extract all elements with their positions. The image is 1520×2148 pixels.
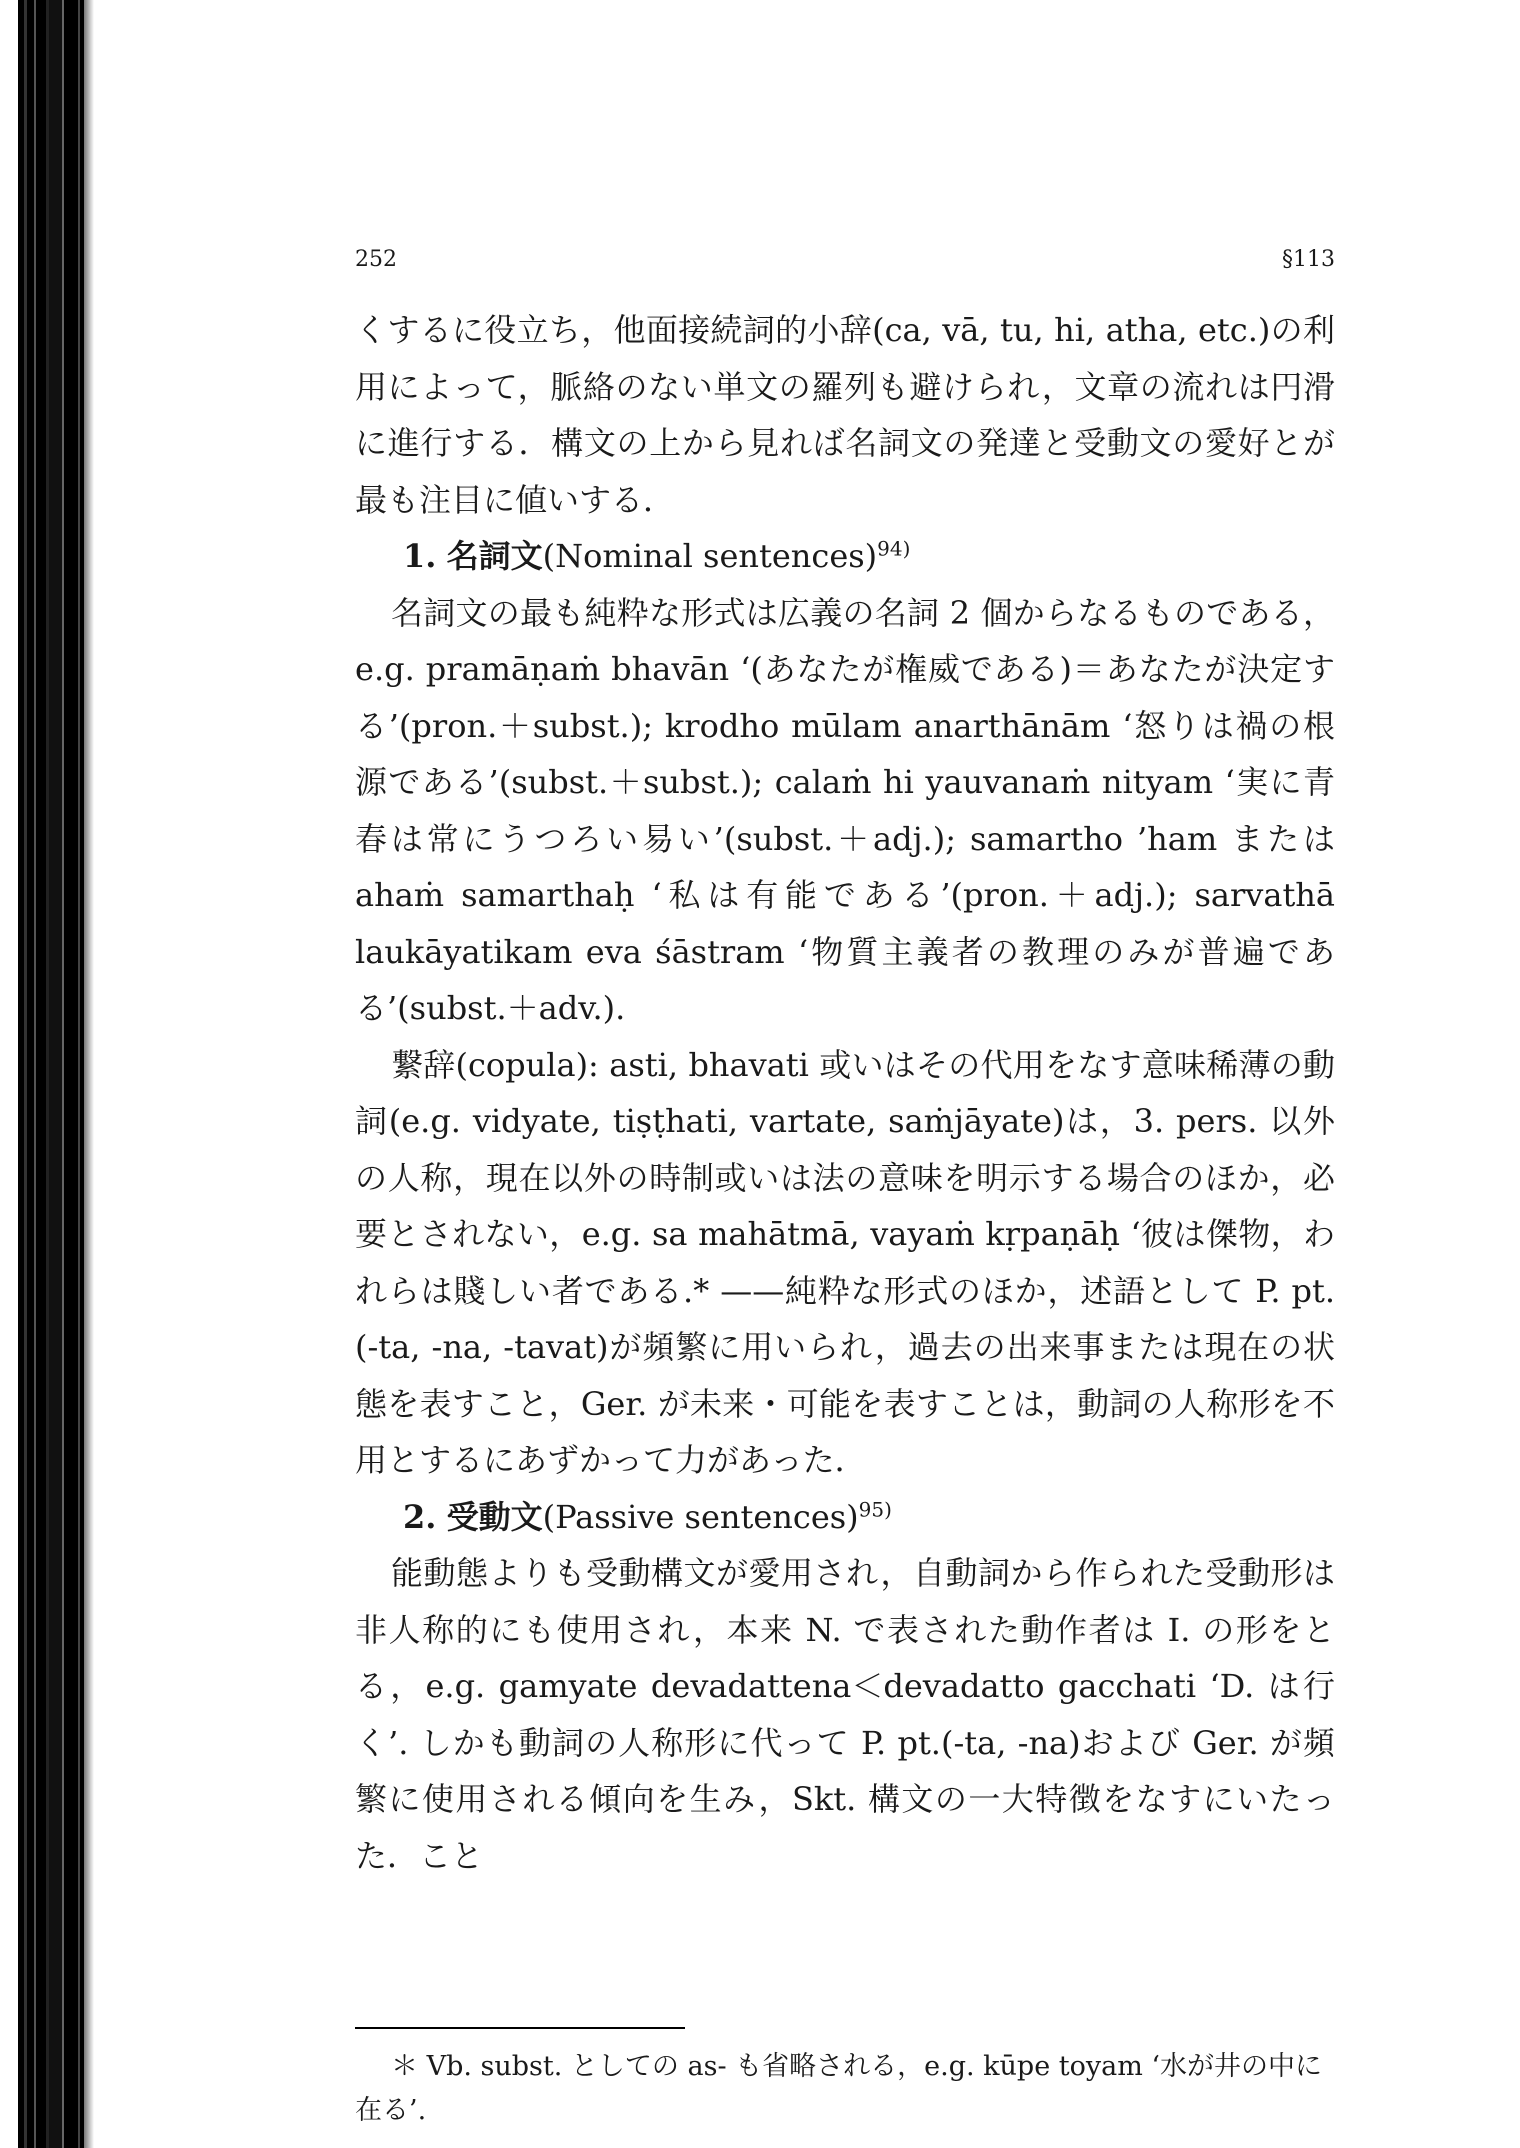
footnote-line: ＊ Vb. subst. としての as- も省略される，e.g. kūpe toyam ‘水が井の中に (391, 2051, 1322, 2082)
body-text (355, 302, 1335, 1884)
footnote-line: 在る’. (355, 2095, 427, 2126)
footnote-divider (355, 2027, 685, 2029)
heading-title-en: (Nominal sentences) (542, 537, 878, 575)
page-number: 252 (355, 247, 397, 272)
heading-number: 2. (403, 1497, 437, 1536)
paragraph-passive: 能動態よりも受動構文が愛用され，自動詞から作られた受動形は非人称的にも使用され，本来 N. で表された動作者は I. の形をとる，e.g. gamyate devadattena＜devadatto gacchati ‘D. は行く’. しかも動詞の人称形に代って P. pt.(-ta, -na)および Ger. が頻繁に使用される傾向を生み，Skt. 構文の一大特徴をなすにいたった．こと (355, 1554, 1335, 1875)
section-number: §113 (1282, 247, 1335, 272)
heading-title-jp: 受動文 (446, 1497, 543, 1536)
heading-title-jp: 名詞文 (446, 537, 543, 575)
page-header (355, 247, 1335, 277)
heading-passive-sentences (355, 1489, 1335, 1546)
heading-nominal-sentences (355, 528, 1335, 585)
footnote-ref: 95) (858, 1496, 892, 1521)
heading-title-en: (Passive sentences) (542, 1497, 859, 1536)
paragraph-nominal: 名詞文の最も純粋な形式は広義の名詞 2 個からなるものである，e.g. pramāṇaṁ bhavān ‘(あなたが権威である)＝あなたが決定する’(pron.＋subst.); krodho mūlam anarthānām ‘怒りは禍の根源である’(subst.＋subst.); calaṁ hi yauvanaṁ nityam ‘実に青春は常にうつろい易い’(subst.＋adj.); samartho ’ham または ahaṁ samarthaḥ ‘私は有能である’(pron.＋adj.); sarvathā laukāyatikam eva śāstram ‘物質主義者の教理のみが普遍である’(subst.＋adv.). (355, 593, 1335, 1027)
book-binding-edge (18, 0, 90, 2148)
footnote (355, 2045, 1335, 2133)
footnote-ref: 94) (877, 536, 911, 561)
paragraph-copula: 繋辞(copula): asti, bhavati 或いはその代用をなす意味稀薄の動詞(e.g. vidyate, tiṣṭhati, vartate, saṁjāyate)は，3. pers. 以外の人称，現在以外の時制或いは法の意味を明示する場合のほか，必要とされない，e.g. sa mahātmā, vayaṁ kṛpaṇāḥ ‘彼は傑物，われらは賤しい者である.* ——純粋な形式のほか，述語として P. pt.(-ta, -na, -tavat)が頻繁に用いられ，過去の出来事または現在の状態を表すこと，Ger. が未来・可能を表すことは，動詞の人称形を不用とするにあずかって力があった． (355, 1045, 1335, 1479)
heading-number: 1. (403, 537, 437, 575)
paragraph-intro: くするに役立ち，他面接続詞的小辞(ca, vā, tu, hi, atha, etc.)の利用によって，脈絡のない単文の羅列も避けられ，文章の流れは円滑に進行する．構文の上から見れば名詞文の発達と受動文の愛好とが最も注目に値いする． (355, 311, 1335, 519)
